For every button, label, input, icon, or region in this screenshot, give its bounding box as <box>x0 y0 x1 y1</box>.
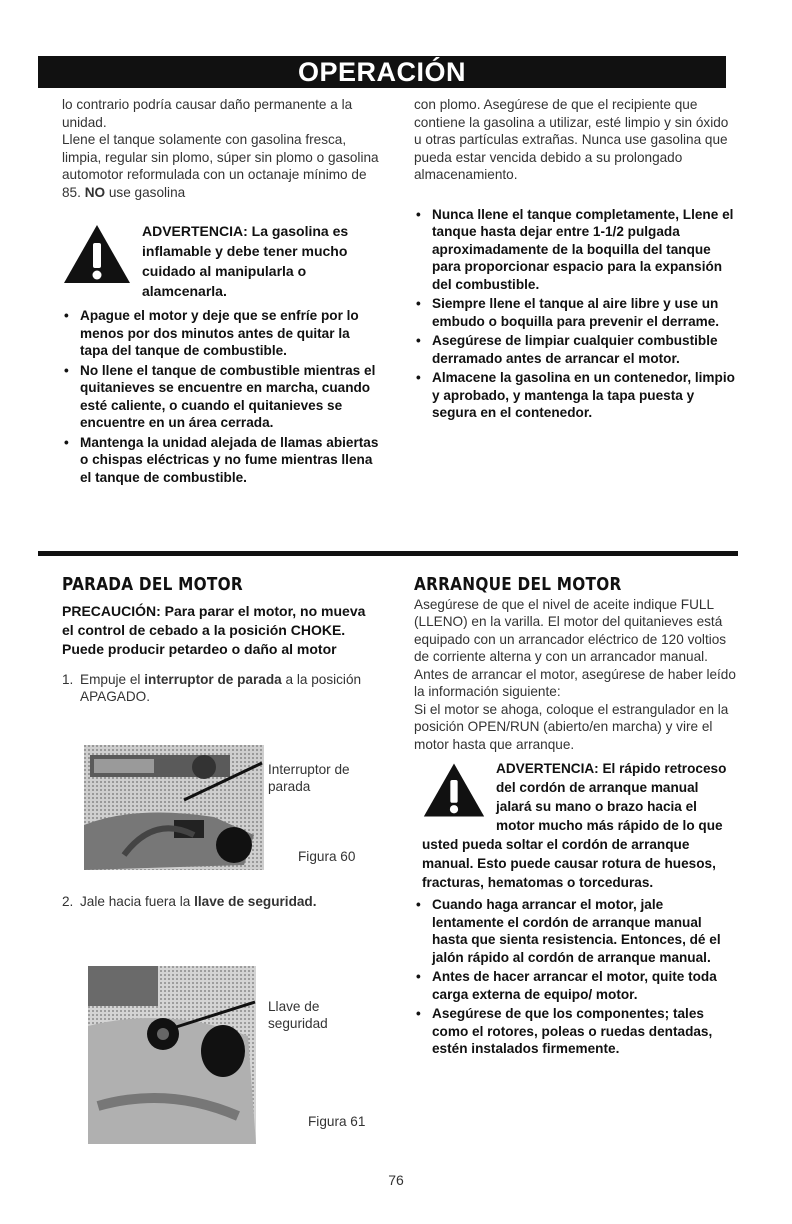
container-paragraph: con plomo. Asegúrese de que el recipiente que contiene la gasolina a utilizar, esté limpio y sin óxido u otras partículas extrañas. Nunca use gasolina que pueda estar vencida debido a su prolongado almacenamiento. <box>414 97 729 182</box>
start-engine-heading: ARRANQUE DEL MOTOR <box>414 574 622 595</box>
top-right-column <box>414 96 736 424</box>
list-item: • Asegúrese de que los componentes; tales como el rotores, poleas o ruedas dentadas, estén instalados firmemente. <box>414 1005 736 1058</box>
page-number: 76 <box>388 1172 404 1188</box>
list-item: • Mantenga la unidad alejada de llamas abiertas o chispas eléctricas y no fume mientras llena el tanque de combustible. <box>62 434 380 487</box>
figure-61-caption: Figura 61 <box>308 1114 366 1129</box>
fuel-warning <box>62 221 380 301</box>
figure-60-caption: Figura 60 <box>298 849 356 864</box>
step-text-end: a la posición APAGADO. <box>80 671 362 704</box>
step-2 <box>62 893 398 911</box>
warning-triangle-icon <box>62 223 132 285</box>
section-divider <box>38 551 738 556</box>
list-item: • Apague el motor y deje que se enfríe por lo menos por dos minutos antes de quitar la tapa del tanque de combustible. <box>62 307 380 360</box>
step-bold-text: interruptor de parada <box>144 671 282 687</box>
fuel-warning-text: ADVERTENCIA: La gasolina es inflamable y debe tener mucho cuidado al manipularla o alamcenarla. <box>142 223 349 299</box>
recoil-warning <box>422 759 736 892</box>
stop-engine-section <box>62 576 380 706</box>
fuel-paragraph-no: NO <box>84 184 106 200</box>
list-item: • Nunca llene el tanque completamente, Llene el tanque hasta dejar entre 1-1/2 pulgada aproximadamente de la boquilla del tanque para proporcionar espacio para la expansión del combustible. <box>414 206 736 294</box>
list-item: • No llene el tanque de combustible mientras el quitanieves se encuentre en marcha, cuando esté caliente, o cuando el quitanieves se encuentre en un área cerrada. <box>62 362 380 432</box>
start-engine-section <box>414 576 736 1060</box>
fuel-paragraph <box>62 131 380 201</box>
fuel-paragraph-text: Llene el tanque solamente con gasolina fresca, limpia, regular sin plomo, súper sin plomo o gasolina automotor reformulada con un octanaje mínimo de 85. <box>62 132 379 200</box>
step-text: Jale hacia fuera la <box>80 894 191 909</box>
figure-61-image <box>88 966 256 1144</box>
start-safety-list <box>414 896 736 1058</box>
recoil-warning-text: ADVERTENCIA: El rápido retroceso del cordón de arranque manual jalará su mano o brazo hacia el motor mucho más rápido de lo que usted pueda soltar el cordón de arranque manual. Esto puede causar rotura de huesos, fracturas, hematomas o torceduras. <box>422 761 727 890</box>
list-item: • Antes de hacer arrancar el motor, quite toda carga externa de equipo/ motor. <box>414 968 736 1003</box>
figure-61-callout: Llave de seguridad <box>268 999 328 1031</box>
fuel-paragraph-end: use gasolina <box>108 184 186 200</box>
warning-triangle-icon <box>422 761 486 819</box>
list-item: • Asegúrese de limpiar cualquier combustible derramado antes de arrancar el motor. <box>414 332 736 367</box>
refuel-list <box>414 206 736 422</box>
step-number: 1. <box>62 671 74 687</box>
figure-60-image <box>84 745 264 870</box>
stop-engine-heading: PARADA DEL MOTOR <box>62 574 243 595</box>
list-item: • Almacene la gasolina en un contenedor, limpio y aprobado, y mantenga la tapa puesta y segura en el contenedor. <box>414 369 736 422</box>
step-text: Empuje el <box>80 671 141 687</box>
continuation-paragraph: lo contrario podría causar daño permanente a la unidad. <box>62 97 353 130</box>
step-bold-text: llave de seguridad. <box>194 894 317 909</box>
fuel-safety-list <box>62 307 380 486</box>
list-item: • Siempre llene el tanque al aire libre y use un embudo o boquilla para prevenir el derrame. <box>414 295 736 330</box>
section-banner: OPERACIÓN <box>38 56 726 88</box>
top-left-column <box>62 96 380 488</box>
figure-60-callout: Interruptor de parada <box>268 762 350 794</box>
caution-text: PRECAUCIÓN: Para parar el motor, no mueva el control de cebado a la posición CHOKE. Puede producir petardeo o daño al motor <box>62 602 366 657</box>
step-1 <box>62 671 380 706</box>
list-item: • Cuando haga arrancar el motor, jale lentamente el cordón de arranque manual hasta que sienta resistencia. Entonces, dé el jalón rápido al cordón de arranque manual. <box>414 896 736 966</box>
step-number: 2. <box>62 894 74 909</box>
oil-level-paragraph: Asegúrese de que el nivel de aceite indique FULL (LLENO) en la varilla. El motor del quitanieves está equipado con un arrancador eléctrico de 120 voltios de corriente alterna y con un arrancador manual. Antes de arrancar el motor, asegúrese de haber leído la información siguiente: <box>414 596 736 699</box>
flooded-engine-paragraph: Si el motor se ahoga, coloque el estrangulador en la posición OPEN/RUN (abierto/en marcha) y vire el motor hasta que arranque. <box>414 701 729 752</box>
